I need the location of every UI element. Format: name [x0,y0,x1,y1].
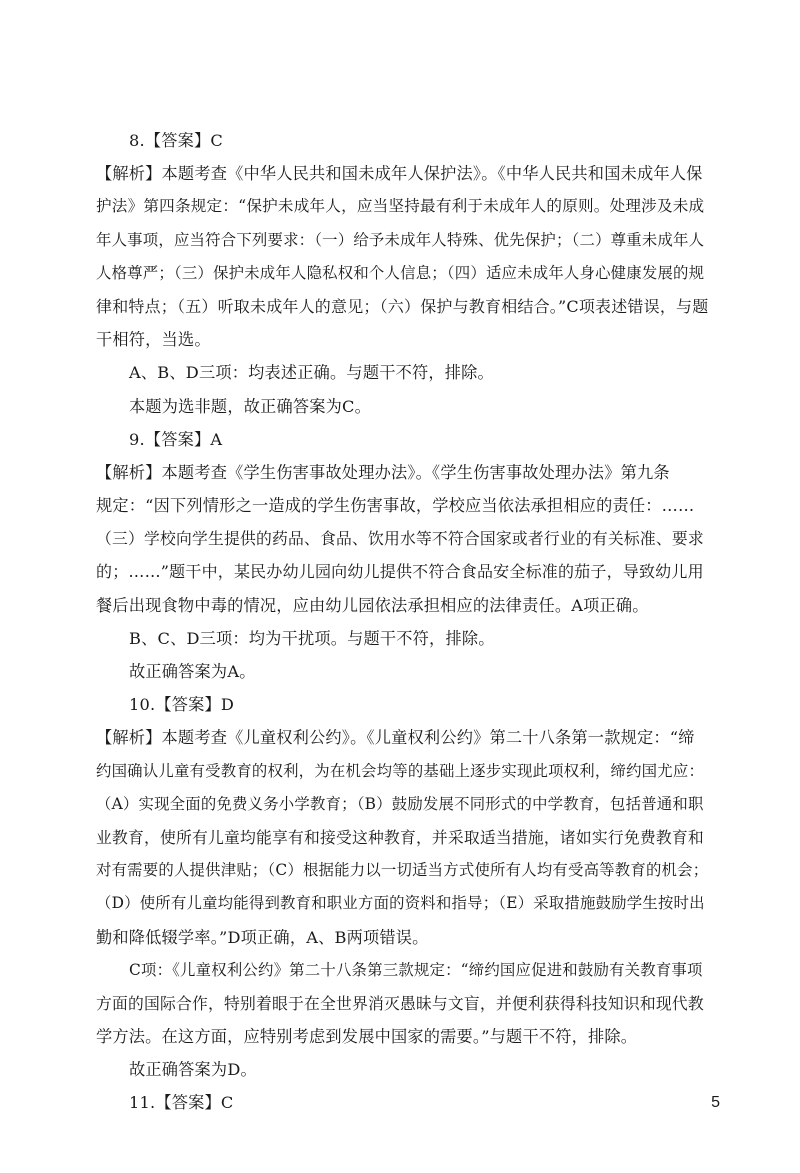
text-line: 规定：“因下列情形之一造成的学生伤害事故，学校应当依法承担相应的责任：…… [96,496,695,516]
text-line: （A）实现全面的免费义务小学教育；（B）鼓励发展不同形式的中学教育，包括普通和职 [96,794,704,813]
text-line: 故正确答案为A。 [129,662,256,681]
text-line: 对有需要的人提供津贴；（C）根据能力以一切适当方式使所有人均有受高等教育的机会； [96,861,708,880]
text-line: 故正确答案为D。 [129,1060,257,1080]
text-line: 餐后出现食物中毒的情况，应由幼儿园依法承担相应的法律责任。A项正确。 [96,595,649,615]
text-line: 的；……”题干中，某民办幼儿园向幼儿提供不符合食品安全标准的茄子，导致幼儿用 [96,562,704,582]
text-line: （三）学校向学生提供的药品、食品、饮用水等不符合国家或者行业的有关标准、要求 [96,529,704,549]
text-line: 9.【答案】A [129,429,223,449]
text-line: 学方法。在这方面，应特别考虑到发展中国家的需要。”与题干不符，排除。 [96,1027,638,1047]
text-line: 【解析】本题考查《学生伤害事故处理办法》。《学生伤害事故处理办法》第九条 [96,462,670,482]
text-line: 约国确认儿童有受教育的权利，为在机会均等的基础上逐步实现此项权利，缔约国尤应： [96,761,705,780]
text-line: 【解析】本题考查《儿童权利公约》。《儿童权利公约》第二十八条第一款规定：“缔 [96,728,695,748]
text-line: 8.【答案】C [129,131,223,150]
text-line: A、B、D三项：均表述正确。与题干不符，排除。 [129,363,494,383]
text-line: C项：《儿童权利公约》第二十八条第三款规定：“缔约国应促进和鼓励有关教育事项 [129,960,703,979]
text-line: B、C、D三项：均为干扰项。与题干不符，排除。 [129,628,495,648]
text-line: 年人事项，应当符合下列要求：（一）给予未成年人特殊、优先保护；（二）尊重未成年人 [96,230,705,249]
text-line: 11.【答案】C [129,1093,234,1113]
page-number: 5 [711,1094,720,1111]
text-line: 【解析】本题考查《中华人民共和国未成年人保护法》。《中华人民共和国未成年人保 [96,164,703,184]
text-line: （D）使所有儿童均能得到教育和职业方面的资料和指导；（E）采取措施鼓励学生按时出 [96,894,705,913]
document-body [96,124,708,1120]
text-line: 勤和降低辍学率。”D项正确，A、B两项错误。 [96,927,429,947]
text-line: 护法》第四条规定：“保护未成年人，应当坚持最有利于未成年人的原则。处理涉及未成 [96,197,705,216]
text-line: 律和特点；（五）听取未成年人的意见；（六）保护与教育相结合。”C项表述错误，与题 [96,296,708,316]
text-line: 干相符，当选。 [96,330,211,350]
text-line: 人格尊严；（三）保护未成年人隐私权和个人信息；（四）适应未成年人身心健康发展的规 [96,263,705,282]
text-line: 方面的国际合作，特别着眼于在全世界消灭愚昧与文盲，并便利获得科技知识和现代教 [96,993,704,1013]
text-line: 10.【答案】D [129,695,235,715]
text-line: 业教育，使所有儿童均能享有和接受这种教育，并采取适当措施，诸如实行免费教育和 [96,827,704,847]
text-line: 本题为选非题，故正确答案为C。 [129,396,372,416]
